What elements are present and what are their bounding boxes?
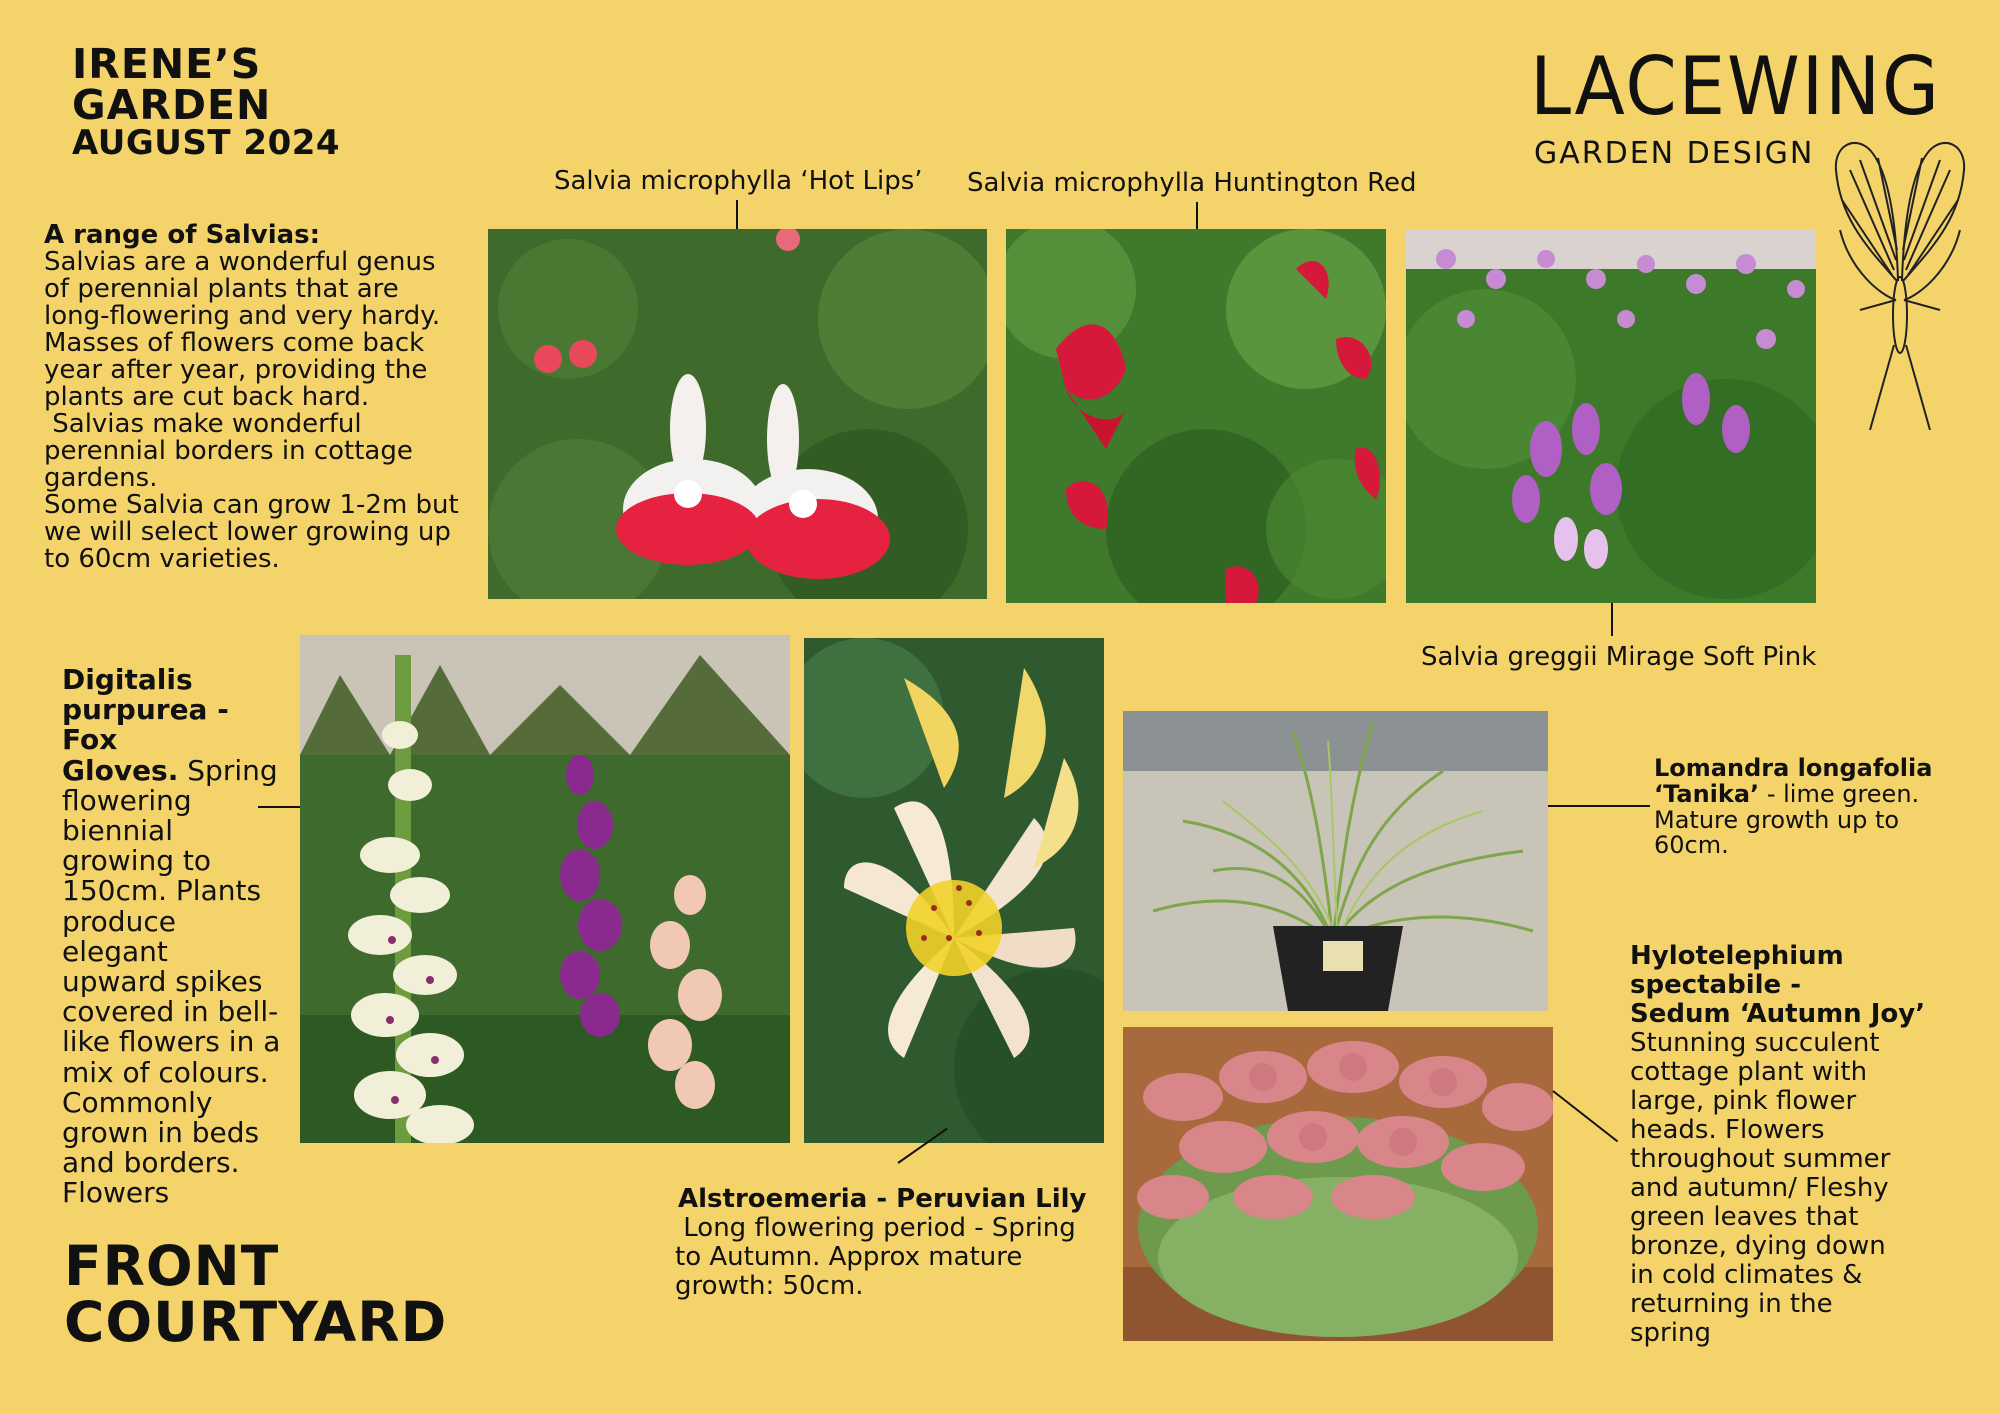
digitalis-heading-line: purpurea - Fox xyxy=(62,693,229,757)
digitalis-heading-line: Digitalis xyxy=(62,663,193,696)
salvias-line: of perennial plants that are xyxy=(44,274,399,304)
digitalis-line: like flowers in a xyxy=(62,1025,281,1059)
sedum-heading-line: Hylotelephium xyxy=(1630,941,1844,971)
salvias-line: to 60cm varieties. xyxy=(44,544,280,574)
alstroemeria-line: growth: 50cm. xyxy=(675,1271,864,1301)
salvias-line: perennial borders in cottage xyxy=(44,436,413,466)
salvias-line: Masses of flowers come back xyxy=(44,328,425,358)
digitalis-heading-end-line xyxy=(62,753,292,787)
caption-hot-lips: Salvia microphylla ‘Hot Lips’ xyxy=(554,166,923,196)
leader-line xyxy=(1548,805,1650,807)
digitalis-line: 150cm. Plants xyxy=(62,874,262,908)
lomandra-heading-line-2 xyxy=(1654,779,1974,808)
leader-line xyxy=(1611,602,1613,636)
salvias-line: plants are cut back hard. xyxy=(44,382,370,412)
title-line-2: GARDEN xyxy=(72,81,272,129)
leader-line xyxy=(1552,1090,1618,1142)
salvias-line: Some Salvia can grow 1-2m but xyxy=(44,490,459,520)
photo-sedum-autumn-joy xyxy=(1123,1027,1553,1341)
digitalis-line: grown in beds xyxy=(62,1116,260,1150)
sedum-line: spring xyxy=(1630,1318,1711,1348)
salvias-line: Salvias are a wonderful genus xyxy=(44,247,436,277)
logo-wordmark: LACEWING xyxy=(1530,40,1941,133)
photo-lomandra xyxy=(1123,711,1548,1011)
alstroemeria-line: to Autumn. Approx mature xyxy=(675,1242,1023,1272)
section-title xyxy=(64,1234,448,1354)
section-title-line-2: COURTYARD xyxy=(64,1290,448,1354)
salvias-line: gardens. xyxy=(44,463,158,493)
sedum-line: Stunning succulent xyxy=(1630,1028,1880,1058)
lomandra-line: 60cm. xyxy=(1654,831,1729,860)
section-title-line-1: FRONT xyxy=(64,1234,280,1298)
digitalis-line: covered in bell- xyxy=(62,995,279,1029)
caption-huntington-red: Salvia microphylla Huntington Red xyxy=(967,168,1417,198)
lomandra-heading: Lomandra longafolia xyxy=(1654,754,1933,782)
logo-subtitle: GARDEN DESIGN xyxy=(1534,136,1815,171)
sedum-line: returning in the xyxy=(1630,1289,1833,1319)
lomandra-variety: ‘Tanika’ xyxy=(1654,779,1760,808)
salvias-line: we will select lower growing up xyxy=(44,517,451,547)
digitalis-heading-end: Gloves. xyxy=(62,753,179,787)
digitalis-line: Flowers xyxy=(62,1176,170,1210)
sedum-line: cottage plant with xyxy=(1630,1057,1868,1087)
photo-salvia-mirage xyxy=(1406,229,1816,603)
digitalis-line: flowering xyxy=(62,783,192,817)
digitalis-line: growing to xyxy=(62,844,212,878)
photo-alstroemeria xyxy=(804,638,1104,1143)
lomandra-line: - lime green. xyxy=(1759,779,1920,808)
digitalis-line: Spring xyxy=(178,753,278,787)
photo-salvia-huntington-red xyxy=(1006,229,1386,603)
salvias-description xyxy=(44,222,484,573)
salvias-line: year after year, providing the xyxy=(44,355,428,385)
salvias-line: Salvias make wonderful xyxy=(44,409,362,439)
page-title xyxy=(72,40,341,163)
sedum-heading-line: spectabile - xyxy=(1630,970,1802,1000)
alstroemeria-description xyxy=(675,1185,1115,1301)
title-date: AUGUST 2024 xyxy=(72,123,341,163)
sedum-line: throughout summer xyxy=(1630,1144,1891,1174)
caption-mirage-soft-pink: Salvia greggii Mirage Soft Pink xyxy=(1421,642,1817,672)
salvias-line: long-flowering and very hardy. xyxy=(44,301,441,331)
digitalis-line: mix of colours. xyxy=(62,1055,269,1089)
title-line-1: IRENE’S xyxy=(72,40,262,88)
digitalis-description xyxy=(62,665,292,1209)
lomandra-line: Mature growth up to xyxy=(1654,805,1900,834)
sedum-line: in cold climates & xyxy=(1630,1260,1863,1290)
sedum-heading-line: Sedum ‘Autumn Joy’ xyxy=(1630,999,1926,1029)
leader-line xyxy=(258,806,302,808)
sedum-description xyxy=(1630,942,1980,1348)
alstroemeria-heading: Alstroemeria - Peruvian Lily xyxy=(678,1184,1087,1214)
digitalis-line: and borders. xyxy=(62,1146,240,1180)
photo-salvia-hot-lips xyxy=(488,229,987,599)
sedum-line: bronze, dying down xyxy=(1630,1231,1886,1261)
sedum-line: heads. Flowers xyxy=(1630,1115,1825,1145)
photo-digitalis-foxgloves xyxy=(300,635,790,1143)
digitalis-line: elegant xyxy=(62,934,168,968)
digitalis-line: biennial xyxy=(62,814,173,848)
leader-line xyxy=(736,200,738,230)
sedum-line: and autumn/ Fleshy xyxy=(1630,1173,1889,1203)
sedum-line: green leaves that xyxy=(1630,1202,1859,1232)
sedum-line: large, pink flower xyxy=(1630,1086,1857,1116)
lomandra-description xyxy=(1654,756,1974,859)
salvias-heading: A range of Salvias: xyxy=(44,220,321,250)
alstroemeria-line: Long flowering period - Spring xyxy=(675,1213,1076,1243)
digitalis-line: produce xyxy=(62,904,176,938)
lacewing-moth-icon xyxy=(1830,130,1970,430)
digitalis-line: upward spikes xyxy=(62,965,263,999)
digitalis-line: Commonly xyxy=(62,1085,213,1119)
